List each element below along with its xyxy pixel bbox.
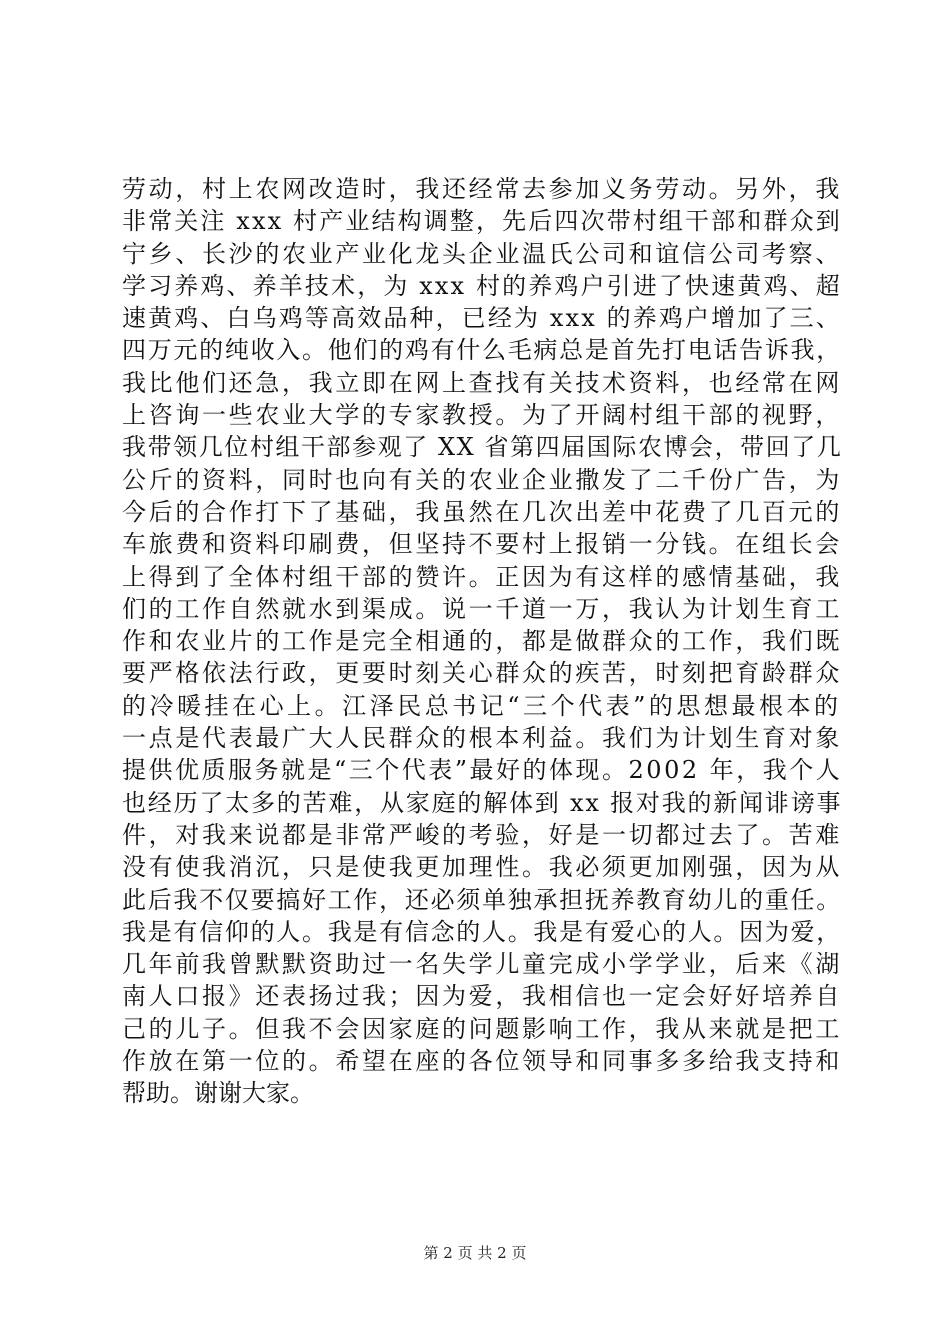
page-footer: 第 2 页 共 2 页: [423, 1244, 527, 1262]
text-line: 此后我不仅要搞好工作，还必须单独承担抚养教育幼儿的重任。: [122, 885, 842, 914]
text-line: 件，对我来说都是非常严峻的考验，好是一切都过去了。苦难: [122, 820, 843, 849]
text-line: 四万元的纯收入。他们的鸡有什么毛病总是首先打电话告诉我，: [122, 336, 842, 365]
text-line: 己的儿子。但我不会因家庭的问题影响工作，我从来就是把工: [122, 1014, 843, 1043]
text-line: 上咨询一些农业大学的专家教授。为了开阔村组干部的视野，: [122, 401, 843, 430]
body-text: [122, 173, 842, 1110]
text-line: 没有使我消沉，只是使我更加理性。我必须更加刚强，因为从: [122, 853, 843, 882]
text-line: 几年前我曾默默资助过一名失学儿童完成小学学业，后来《湖: [122, 950, 843, 979]
text-line: 今后的合作打下了基础，我虽然在几次出差中花费了几百元的: [122, 497, 843, 526]
text-line: 学习养鸡、养羊技术，为 xxx 村的养鸡户引进了快速黄鸡、超: [122, 271, 842, 300]
text-line: 非常关注 xxx 村产业结构调整，先后四次带村组干部和群众到: [122, 207, 842, 236]
text-line: 南人口报》还表扬过我；因为爱，我相信也一定会好好培养自: [122, 982, 843, 1011]
text-line: 作和农业片的工作是完全相通的，都是做群众的工作，我们既: [122, 627, 843, 656]
text-line: 上得到了全体村组干部的赞许。正因为有这样的感情基础，我: [122, 562, 843, 591]
text-line: 车旅费和资料印刷费，但坚持不要村上报销一分钱。在组长会: [122, 530, 843, 559]
text-line: 帮助。谢谢大家。: [122, 1079, 314, 1108]
text-line: 我比他们还急，我立即在网上查找有关技术资料，也经常在网: [122, 368, 843, 397]
text-line: 提供优质服务就是“三个代表”最好的体现。2002 年，我个人: [122, 756, 843, 785]
text-line: 的冷暖挂在心上。江泽民总书记“三个代表”的思想最根本的: [122, 691, 842, 720]
text-line: 们的工作自然就水到渠成。说一千道一万，我认为计划生育工: [122, 594, 843, 623]
text-line: 要严格依法行政，更要时刻关心群众的疾苦，时刻把育龄群众: [122, 659, 843, 688]
text-line: 也经历了太多的苦难，从家庭的解体到 xx 报对我的新闻诽谤事: [122, 788, 843, 817]
text-line: 一点是代表最广大人民群众的根本利益。我们为计划生育对象: [122, 724, 843, 753]
text-line: 公斤的资料，同时也向有关的农业企业撒发了二千份广告，为: [122, 465, 843, 494]
text-line: 作放在第一位的。希望在座的各位领导和同事多多给我支持和: [122, 1047, 843, 1076]
text-line: 宁乡、长沙的农业产业化龙头企业温氏公司和谊信公司考察、: [122, 239, 843, 268]
text-line: 我是有信仰的人。我是有信念的人。我是有爱心的人。因为爱，: [122, 917, 842, 946]
text-line: 劳动，村上农网改造时，我还经常去参加义务劳动。另外，我: [122, 175, 843, 203]
text-line: 我带领几位村组干部参观了 XX 省第四届国际农博会，带回了几: [122, 433, 843, 462]
text-line: 速黄鸡、白乌鸡等高效品种，已经为 xxx 的养鸡户增加了三、: [122, 304, 842, 333]
